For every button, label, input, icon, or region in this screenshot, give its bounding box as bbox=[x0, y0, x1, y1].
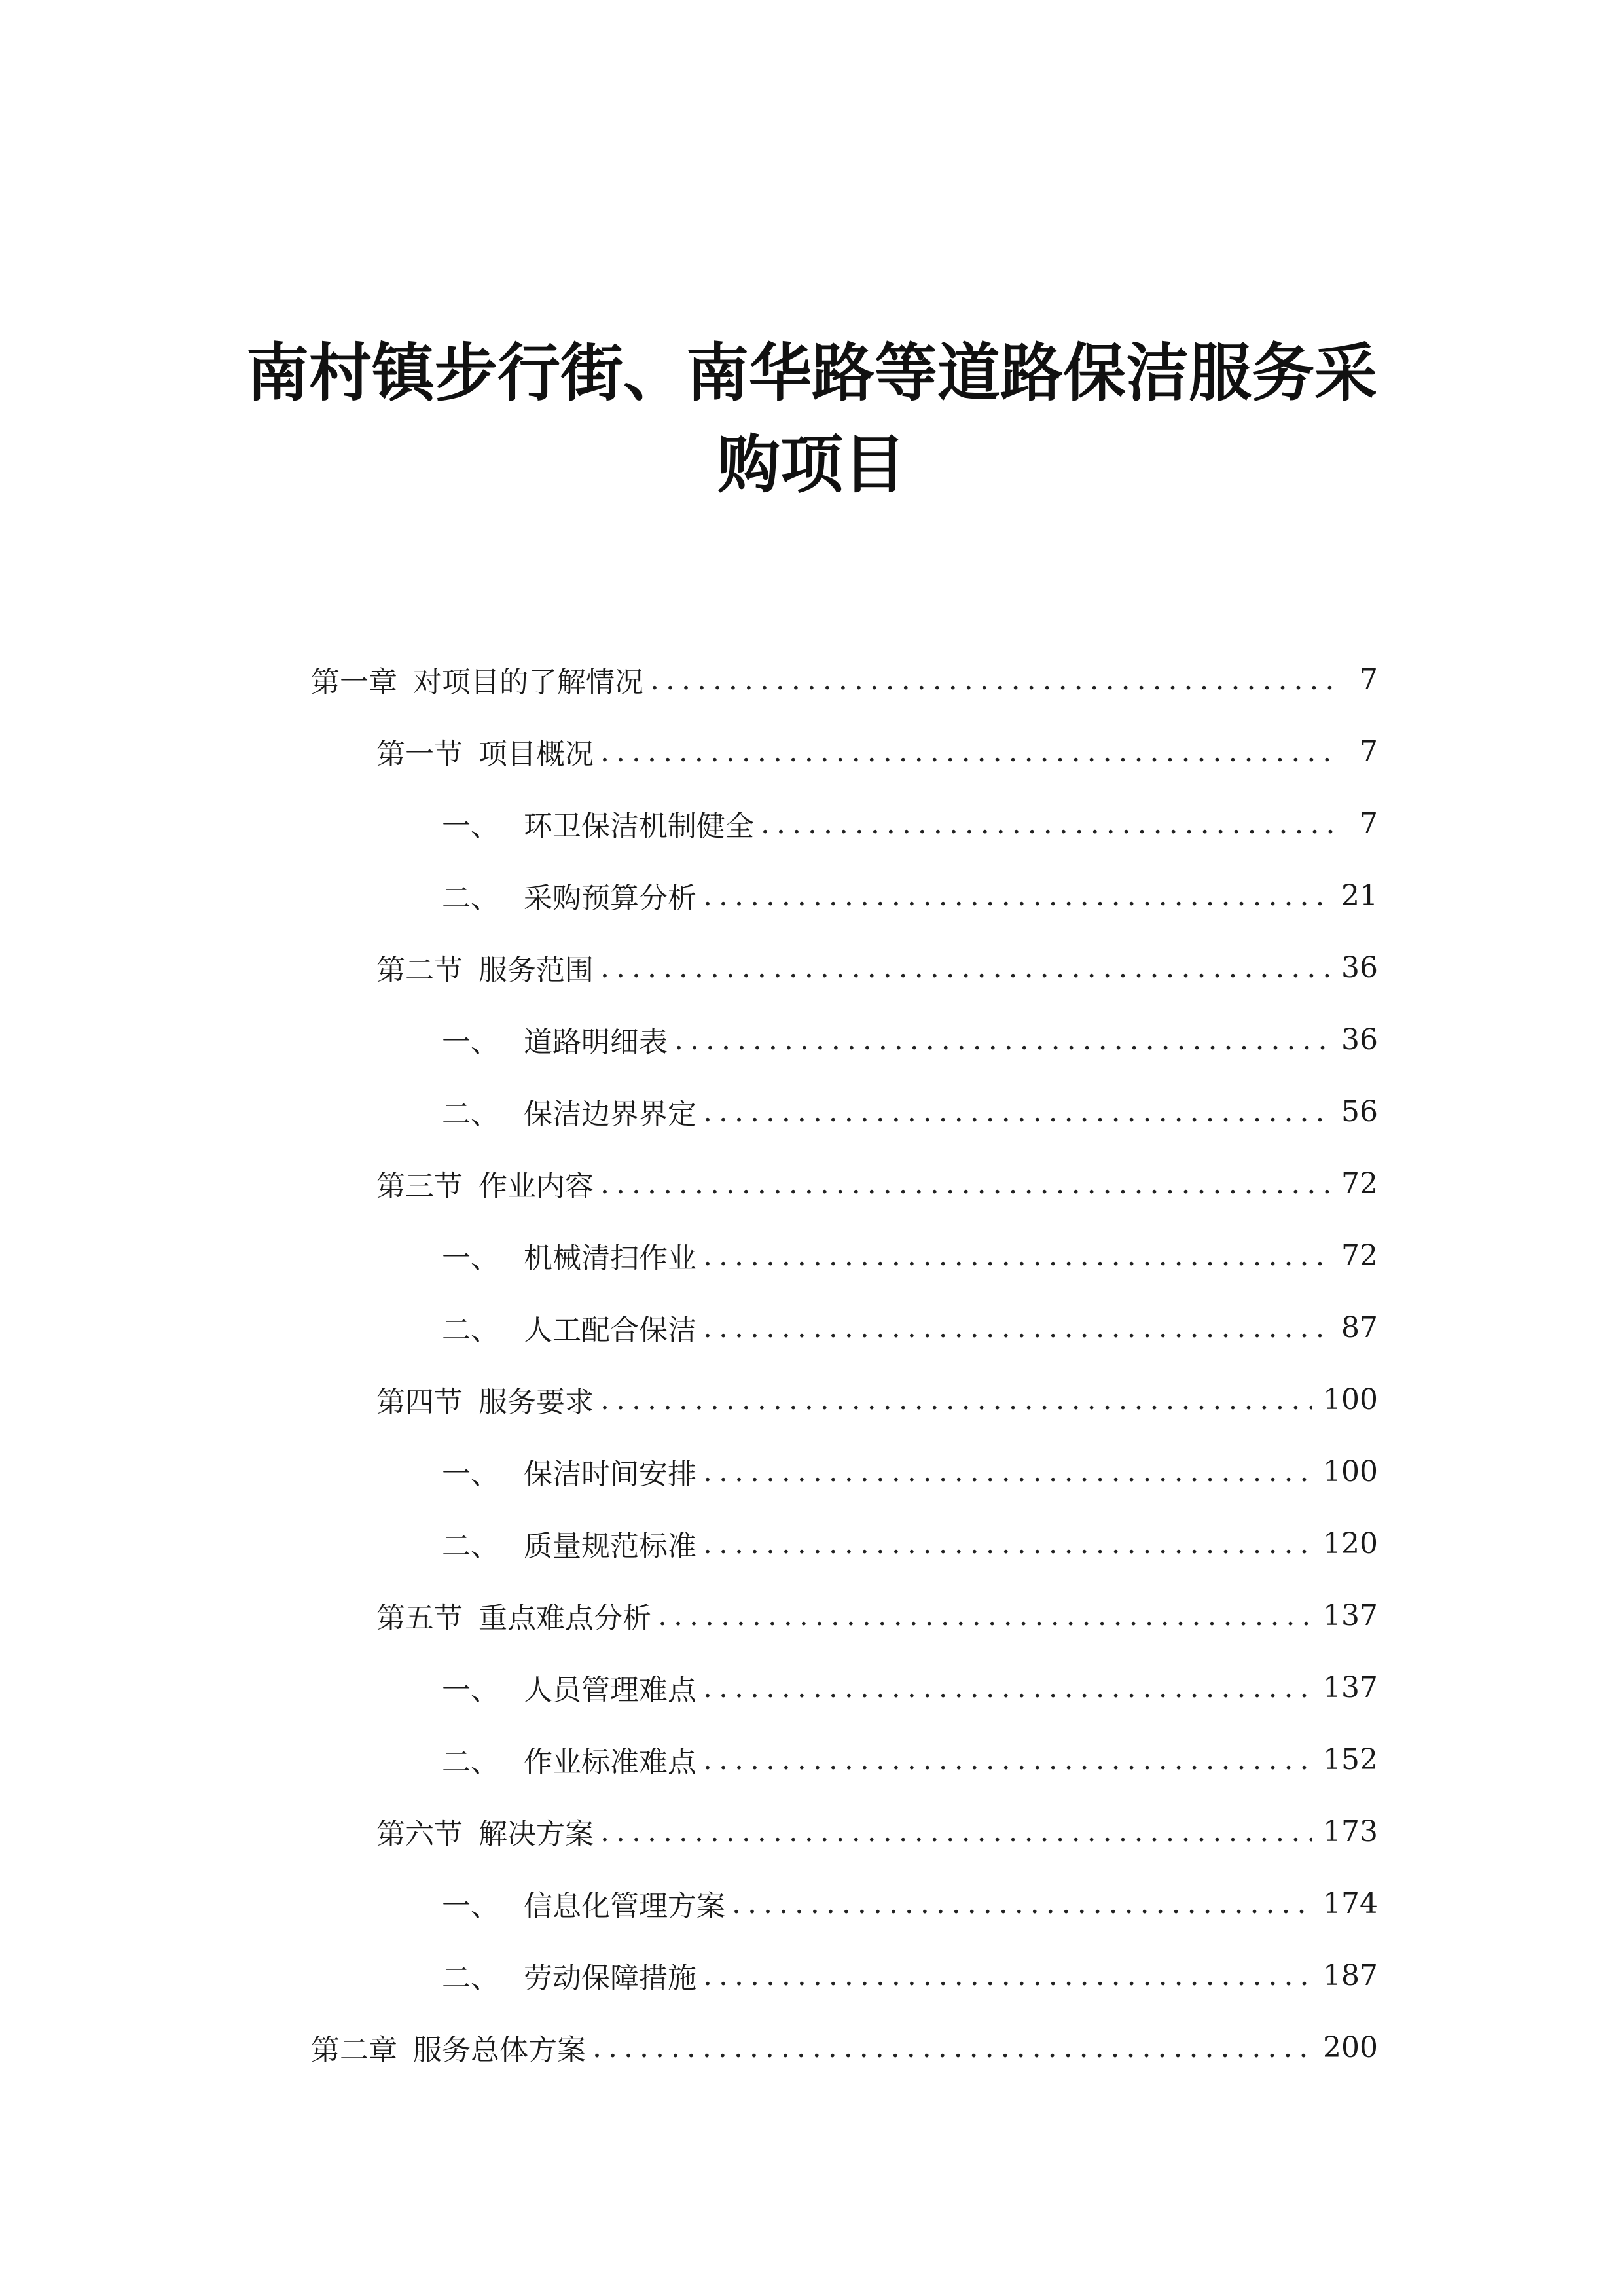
toc-leader-dots bbox=[674, 1023, 1331, 1056]
toc-leader-dots bbox=[592, 2031, 1312, 2064]
toc-entry-label: 服务要求 bbox=[478, 1386, 594, 1419]
toc-entry[interactable] bbox=[311, 1795, 1378, 1867]
toc-entry-label: 作业内容 bbox=[478, 1170, 594, 1203]
toc-entry-page-number: 137 bbox=[1323, 1670, 1378, 1704]
toc-entry-page-number: 7 bbox=[1360, 806, 1378, 840]
toc-entry-label: 服务总体方案 bbox=[413, 2034, 586, 2067]
toc-entry-label: 保洁边界界定 bbox=[524, 1098, 696, 1131]
toc-entry-label: 采购预算分析 bbox=[524, 882, 696, 915]
toc-entry-page-number: 137 bbox=[1323, 1598, 1378, 1632]
toc-entry[interactable] bbox=[311, 1579, 1378, 1651]
toc-entry[interactable] bbox=[311, 1867, 1378, 1939]
toc-entry[interactable] bbox=[311, 1219, 1378, 1291]
toc-entry-label: 对项目的了解情况 bbox=[413, 666, 643, 699]
toc-entry-page-number: 72 bbox=[1341, 1238, 1378, 1272]
toc-entry-page-number: 187 bbox=[1323, 1958, 1378, 1992]
toc-entry[interactable] bbox=[311, 931, 1378, 1003]
toc-entry-label: 服务范围 bbox=[478, 954, 594, 987]
toc-leader-dots bbox=[703, 1311, 1331, 1344]
toc-entry-number: 一、 bbox=[442, 1242, 499, 1275]
toc-entry-page-number: 21 bbox=[1341, 878, 1378, 912]
toc-entry-label: 项目概况 bbox=[478, 738, 594, 771]
document-title bbox=[216, 327, 1407, 511]
toc-entry[interactable] bbox=[311, 1939, 1378, 2011]
toc-leader-dots bbox=[703, 1239, 1331, 1272]
toc-entry-number: 第一节 bbox=[376, 738, 463, 771]
toc-entry-page-number: 7 bbox=[1360, 734, 1378, 768]
toc-leader-dots bbox=[600, 1815, 1312, 1848]
toc-entry-label: 道路明细表 bbox=[524, 1026, 668, 1059]
toc-entry[interactable] bbox=[311, 1651, 1378, 1723]
toc-entry[interactable] bbox=[311, 715, 1378, 787]
toc-entry-page-number: 56 bbox=[1341, 1094, 1378, 1128]
toc-entry-number: 一、 bbox=[442, 1026, 499, 1059]
toc-entry[interactable] bbox=[311, 859, 1378, 931]
toc-leader-dots bbox=[703, 1527, 1312, 1560]
toc-entry-label: 人工配合保洁 bbox=[524, 1314, 696, 1347]
toc-leader-dots bbox=[703, 1959, 1312, 1992]
toc-entry-label: 信息化管理方案 bbox=[524, 1890, 725, 1923]
toc-entry-page-number: 7 bbox=[1360, 662, 1378, 696]
toc-entry-number: 二、 bbox=[442, 1098, 499, 1131]
toc-entry-number: 第三节 bbox=[376, 1170, 463, 1203]
toc-entry-page-number: 72 bbox=[1341, 1166, 1378, 1200]
toc-entry-number: 二、 bbox=[442, 1530, 499, 1563]
toc-entry[interactable] bbox=[311, 1363, 1378, 1435]
toc-entry[interactable] bbox=[311, 1291, 1378, 1363]
toc-entry-page-number: 36 bbox=[1341, 1022, 1378, 1056]
toc-leader-dots bbox=[703, 1455, 1312, 1488]
document-title-line-1: 南村镇步行街、南华路等道路保洁服务采 bbox=[246, 336, 1377, 410]
toc-entry[interactable] bbox=[311, 1723, 1378, 1795]
toc-entry[interactable] bbox=[311, 1003, 1378, 1075]
toc-leader-dots bbox=[600, 951, 1331, 984]
toc-entry-label: 劳动保障措施 bbox=[524, 1962, 696, 1995]
toc-leader-dots bbox=[703, 1743, 1312, 1776]
toc-leader-dots bbox=[761, 807, 1341, 840]
toc-entry-number: 第一章 bbox=[311, 666, 397, 699]
table-of-contents bbox=[311, 643, 1378, 2083]
toc-entry-page-number: 152 bbox=[1323, 1742, 1378, 1776]
toc-entry-number: 一、 bbox=[442, 1458, 499, 1491]
toc-entry-number: 第二节 bbox=[376, 954, 463, 987]
toc-leader-dots bbox=[600, 1383, 1312, 1416]
toc-entry[interactable] bbox=[311, 2011, 1378, 2083]
toc-entry-label: 解决方案 bbox=[478, 1818, 594, 1851]
toc-entry-number: 第四节 bbox=[376, 1386, 463, 1419]
toc-leader-dots bbox=[600, 735, 1341, 768]
toc-entry-page-number: 200 bbox=[1323, 2030, 1378, 2064]
toc-entry[interactable] bbox=[311, 1147, 1378, 1219]
toc-entry-number: 二、 bbox=[442, 1962, 499, 1995]
toc-entry-number: 二、 bbox=[442, 1314, 499, 1347]
toc-entry-page-number: 100 bbox=[1323, 1382, 1378, 1416]
toc-leader-dots bbox=[703, 1671, 1312, 1704]
toc-entry-label: 保洁时间安排 bbox=[524, 1458, 696, 1491]
toc-entry-number: 一、 bbox=[442, 1890, 499, 1923]
toc-entry-number: 一、 bbox=[442, 810, 499, 843]
toc-entry-page-number: 120 bbox=[1323, 1526, 1378, 1560]
toc-entry[interactable] bbox=[311, 1075, 1378, 1147]
document-title-line-2: 购项目 bbox=[717, 428, 906, 501]
toc-entry-page-number: 173 bbox=[1323, 1814, 1378, 1848]
toc-entry[interactable] bbox=[311, 787, 1378, 859]
toc-entry-page-number: 174 bbox=[1323, 1886, 1378, 1920]
toc-entry[interactable] bbox=[311, 1435, 1378, 1507]
toc-entry-label: 机械清扫作业 bbox=[524, 1242, 696, 1275]
toc-entry[interactable] bbox=[311, 1507, 1378, 1579]
toc-leader-dots bbox=[703, 879, 1331, 912]
toc-entry-label: 重点难点分析 bbox=[478, 1602, 651, 1635]
toc-entry-label: 环卫保洁机制健全 bbox=[524, 810, 754, 843]
toc-leader-dots bbox=[650, 663, 1341, 696]
toc-entry-number: 第六节 bbox=[376, 1818, 463, 1851]
toc-entry-label: 人员管理难点 bbox=[524, 1674, 696, 1707]
toc-leader-dots bbox=[600, 1167, 1331, 1200]
toc-entry-page-number: 36 bbox=[1341, 950, 1378, 984]
toc-entry[interactable] bbox=[311, 643, 1378, 715]
toc-entry-number: 二、 bbox=[442, 1746, 499, 1779]
toc-leader-dots bbox=[732, 1887, 1312, 1920]
toc-entry-label: 质量规范标准 bbox=[524, 1530, 696, 1563]
toc-leader-dots bbox=[658, 1599, 1312, 1632]
toc-entry-page-number: 100 bbox=[1323, 1454, 1378, 1488]
toc-leader-dots bbox=[703, 1095, 1331, 1128]
toc-entry-page-number: 87 bbox=[1341, 1310, 1378, 1344]
toc-entry-number: 二、 bbox=[442, 882, 499, 915]
toc-entry-number: 第五节 bbox=[376, 1602, 463, 1635]
toc-entry-label: 作业标准难点 bbox=[524, 1746, 696, 1779]
toc-entry-number: 第二章 bbox=[311, 2034, 397, 2067]
toc-entry-number: 一、 bbox=[442, 1674, 499, 1707]
